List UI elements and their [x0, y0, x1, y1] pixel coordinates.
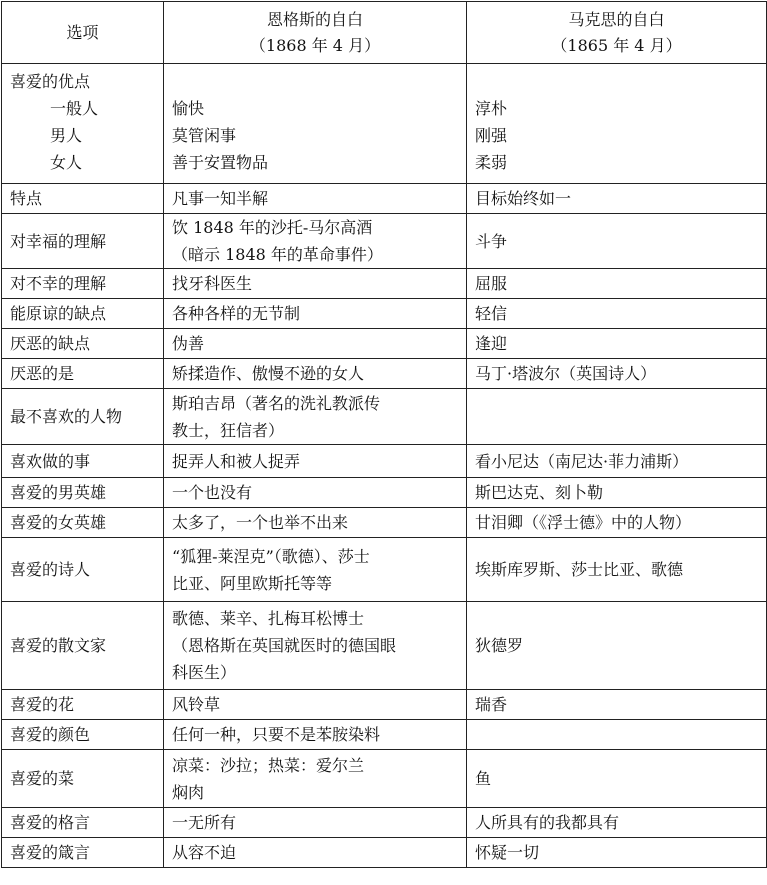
row-label-cell	[2, 720, 164, 750]
table-row	[2, 538, 767, 602]
row-marx-cell	[467, 478, 767, 508]
row-marx-line: 甘泪卿（《浮士德》中的人物）	[475, 513, 692, 532]
row-label: 对不幸的理解	[10, 274, 107, 293]
row-engels-cell	[164, 690, 467, 720]
row-engels-line: 教士，狂信者）	[172, 420, 285, 440]
virtues-woman-marx: 柔弱	[475, 153, 508, 172]
row-marx-cell	[467, 445, 767, 478]
row-engels-cell	[164, 389, 467, 445]
header-engels-title: 恩格斯的自白	[266, 9, 363, 29]
row-engels-line: 矫揉造作、傲慢不逊的女人	[172, 364, 365, 383]
row-label-cell	[2, 329, 164, 359]
row-label-cell	[2, 269, 164, 299]
row-engels-line: 一无所有	[172, 813, 237, 832]
header-row	[2, 2, 767, 64]
row-engels-cell	[164, 750, 467, 808]
row-marx-line: 怀疑一切	[475, 843, 540, 862]
table-row	[2, 808, 767, 838]
row-marx-cell	[467, 269, 767, 299]
row-engels-line: 科医生）	[172, 663, 237, 682]
row-label: 喜爱的菜	[10, 769, 75, 788]
row-marx-cell	[467, 690, 767, 720]
header-engels-date: （1868 年 4 月）	[249, 35, 381, 55]
virtues-label: 喜爱的优点	[10, 72, 91, 91]
row-engels-line: 饮 1848 年的沙托-马尔高酒	[172, 218, 373, 237]
row-engels-cell	[164, 538, 467, 602]
virtues-general-engels: 愉快	[172, 99, 205, 118]
row-label: 最不喜欢的人物	[10, 407, 123, 426]
row-engels-cell	[164, 508, 467, 538]
row-label: 对幸福的理解	[10, 231, 107, 251]
row-marx-line: 瑞香	[475, 695, 508, 714]
row-marx-line: 马丁·塔波尔（英国诗人）	[475, 364, 657, 383]
row-engels-cell	[164, 808, 467, 838]
row-engels-line: 伪善	[172, 334, 205, 353]
row-label: 特点	[10, 189, 43, 208]
row-engels-cell	[164, 299, 467, 329]
virtues-man-engels: 莫管闲事	[172, 126, 237, 145]
row-label-cell	[2, 359, 164, 389]
virtues-marx-cell	[467, 64, 767, 184]
row-engels-line: 凡事一知半解	[172, 189, 269, 208]
row-marx-cell	[467, 359, 767, 389]
row-engels-cell	[164, 329, 467, 359]
row-label-cell	[2, 445, 164, 478]
row-marx-line: 鱼	[475, 769, 492, 788]
row-label: 厌恶的是	[10, 364, 75, 383]
row-engels-line: 一个也没有	[172, 483, 253, 502]
row-engels-line: “狐狸-莱涅克”（歌德）、莎士	[172, 546, 370, 566]
row-marx-cell	[467, 602, 767, 690]
table-row	[2, 329, 767, 359]
row-engels-cell	[164, 269, 467, 299]
row-label-cell	[2, 602, 164, 690]
row-label: 喜爱的格言	[10, 813, 91, 832]
table-row	[2, 299, 767, 329]
table-row	[2, 690, 767, 720]
virtues-man-label: 男人	[50, 126, 83, 145]
table-row	[2, 750, 767, 808]
table-row	[2, 478, 767, 508]
row-engels-cell	[164, 184, 467, 214]
virtues-general-label: 一般人	[50, 99, 99, 118]
row-marx-cell	[467, 184, 767, 214]
row-engels-line: 太多了，一个也举不出来	[172, 513, 349, 532]
virtues-engels-cell	[164, 64, 467, 184]
row-label-cell	[2, 389, 164, 445]
header-marx	[467, 2, 767, 64]
row-engels-cell	[164, 838, 467, 868]
row-engels-line: 从容不迫	[172, 843, 237, 862]
row-engels-line: 各种各样的无节制	[172, 304, 301, 323]
row-marx-line: 屈服	[475, 274, 508, 293]
confession-table	[1, 1, 767, 868]
row-engels-line: （暗示 1848 年的革命事件）	[172, 245, 383, 264]
row-label: 喜爱的花	[10, 695, 75, 714]
row-engels-line: 焖肉	[172, 782, 205, 802]
rows-body	[2, 184, 767, 868]
table-row	[2, 269, 767, 299]
header-option	[2, 2, 164, 64]
row-label-cell	[2, 690, 164, 720]
row-label-cell	[2, 214, 164, 269]
virtues-general-marx: 淳朴	[475, 99, 508, 118]
row-label: 喜欢做的事	[10, 451, 91, 471]
row-label: 喜爱的箴言	[10, 843, 91, 862]
row-marx-cell	[467, 508, 767, 538]
table-row	[2, 184, 767, 214]
table-row	[2, 445, 767, 478]
header-engels	[164, 2, 467, 64]
row-marx-cell	[467, 299, 767, 329]
row-marx-cell	[467, 389, 767, 445]
row-engels-line: 凉菜：沙拉；热菜：爱尔兰	[172, 755, 365, 775]
row-marx-line: 斗争	[475, 231, 508, 251]
row-engels-line: （恩格斯在英国就医时的德国眼	[172, 636, 397, 655]
table-row	[2, 508, 767, 538]
row-engels-line: 找牙科医生	[172, 274, 253, 293]
row-marx-cell	[467, 808, 767, 838]
row-marx-line: 逢迎	[475, 334, 508, 353]
row-marx-line: 狄德罗	[475, 636, 524, 655]
row-marx-cell	[467, 720, 767, 750]
row-marx-line: 目标始终如一	[475, 189, 572, 208]
table-row	[2, 838, 767, 868]
virtues-woman-label: 女人	[50, 153, 83, 172]
table-row	[2, 359, 767, 389]
row-label: 喜爱的散文家	[10, 636, 107, 655]
row-engels-line: 比亚、阿里欧斯托等等	[172, 573, 333, 593]
row-marx-cell	[467, 838, 767, 868]
row-label: 喜爱的女英雄	[10, 513, 107, 532]
header-marx-title: 马克思的自白	[568, 9, 665, 29]
row-label-cell	[2, 478, 164, 508]
row-label-cell	[2, 538, 164, 602]
row-label: 厌恶的缺点	[10, 334, 91, 353]
row-label-cell	[2, 838, 164, 868]
row-label: 喜爱的诗人	[10, 560, 91, 579]
row-engels-cell	[164, 214, 467, 269]
header-marx-date: （1865 年 4 月）	[551, 35, 682, 55]
row-label-cell	[2, 299, 164, 329]
table-row	[2, 214, 767, 269]
row-marx-line: 轻信	[475, 304, 508, 323]
row-marx-line: 看小尼达（南尼达·菲力浦斯）	[475, 451, 689, 471]
virtues-row	[2, 64, 767, 184]
virtues-man-marx: 刚强	[475, 126, 508, 145]
virtues-woman-engels: 善于安置物品	[172, 153, 269, 172]
row-label: 能原谅的缺点	[10, 304, 107, 323]
row-engels-cell	[164, 720, 467, 750]
row-engels-cell	[164, 445, 467, 478]
row-label: 喜爱的男英雄	[10, 483, 107, 502]
header-option-label: 选项	[66, 22, 99, 42]
row-label-cell	[2, 508, 164, 538]
row-marx-cell	[467, 750, 767, 808]
row-engels-cell	[164, 478, 467, 508]
row-marx-cell	[467, 214, 767, 269]
row-engels-cell	[164, 359, 467, 389]
row-marx-line: 人所具有的我都具有	[475, 813, 620, 832]
row-engels-line: 任何一种，只要不是苯胺染料	[172, 725, 381, 744]
row-label-cell	[2, 808, 164, 838]
table-row	[2, 389, 767, 445]
row-engels-line: 风铃草	[172, 695, 221, 714]
row-marx-cell	[467, 538, 767, 602]
row-label: 喜爱的颜色	[10, 725, 91, 744]
row-label-cell	[2, 184, 164, 214]
row-engels-cell	[164, 602, 467, 690]
table-row	[2, 602, 767, 690]
row-engels-line: 斯珀吉昂（著名的洗礼教派传	[172, 393, 381, 413]
row-label-cell	[2, 750, 164, 808]
virtues-label-cell	[2, 64, 164, 184]
row-marx-line: 埃斯库罗斯、莎士比亚、歌德	[475, 560, 684, 579]
row-engels-line: 歌德、莱辛、扎梅耳松博士	[172, 609, 365, 628]
row-engels-line: 捉弄人和被人捉弄	[172, 451, 301, 471]
row-marx-line: 斯巴达克、刻卜勒	[475, 483, 604, 502]
table-row	[2, 720, 767, 750]
row-marx-cell	[467, 329, 767, 359]
